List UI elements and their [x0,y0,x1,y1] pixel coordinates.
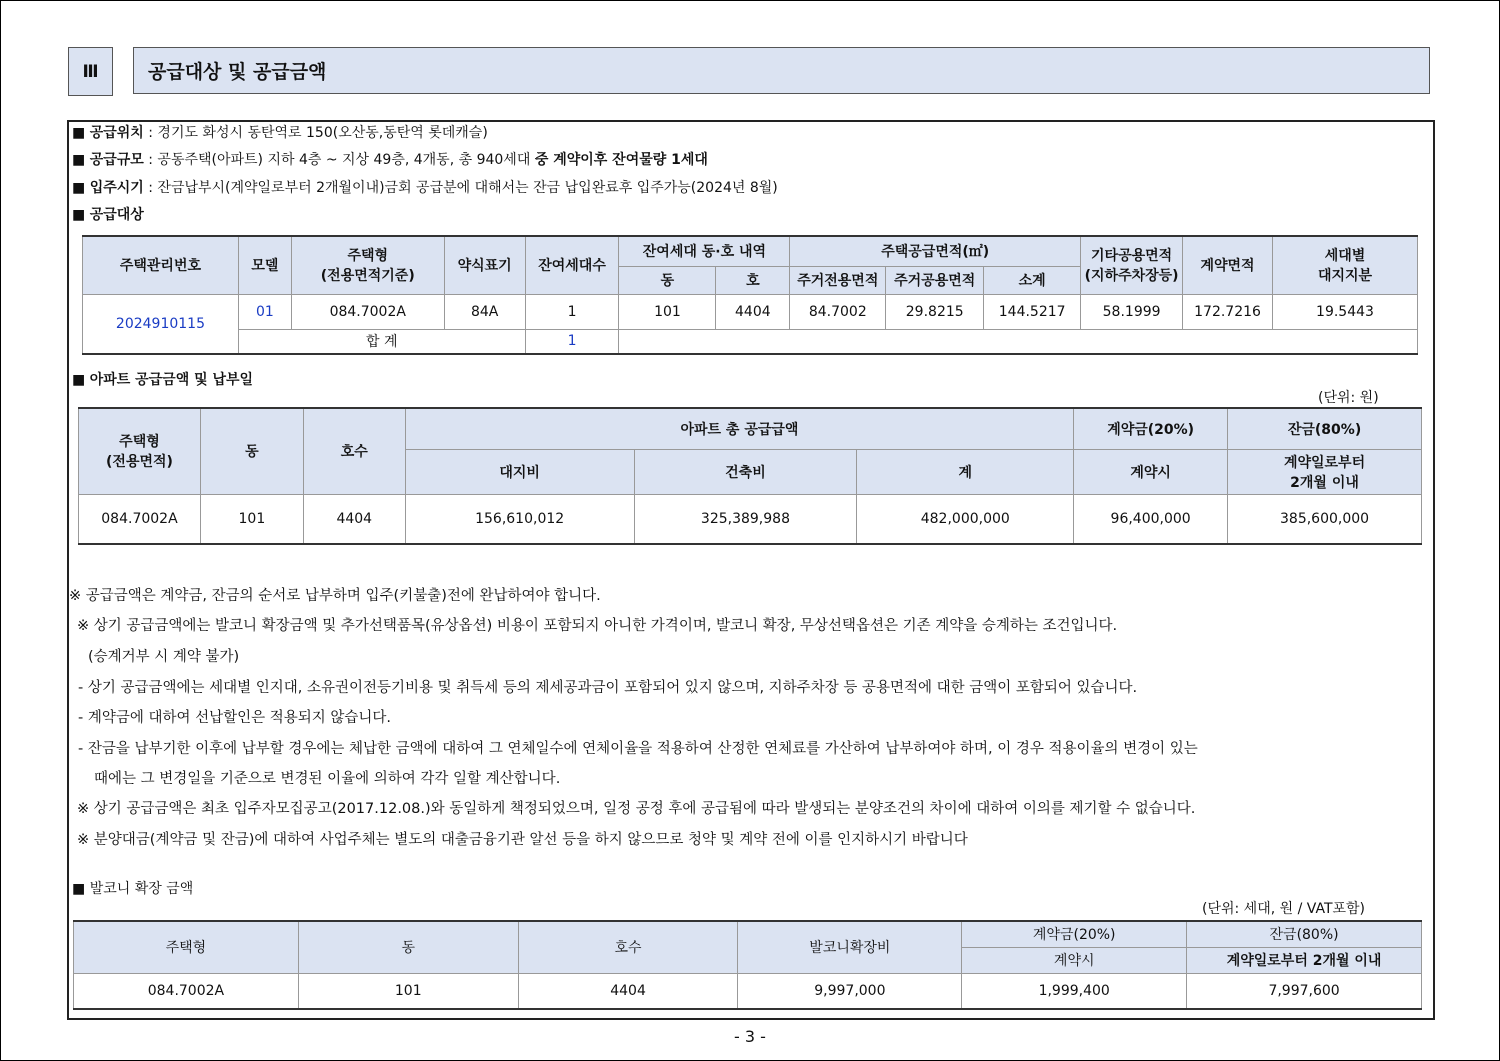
th-dong: 동 [200,408,303,494]
total-row [83,329,1418,354]
dong: 101 [619,294,716,329]
th-ho: 호수 [303,408,405,494]
balcony-unit: (단위: 세대, 원 / VAT포함) [1202,901,1365,917]
th-cost: 발코니확장비 [738,921,962,973]
balcony-title: ■ 발코니 확장 금액 [72,881,194,897]
th-balance-sub: 계약일로부터 2개월 이내 [1187,947,1422,973]
supply-table [82,235,1418,355]
contract-area: 172.7216 [1183,294,1273,329]
price-title: ■ 아파트 공급금액 및 납부일 [72,372,254,388]
mgmt-no: 2024910115 [83,294,239,354]
note-9: ※ 분양대금(계약금 및 잔금)에 대하여 사업주체는 별도의 대출금융기관 알선 등을 하지 않으므로 청약 및 계약 전에 이를 인지하시기 바랍니다 [77,832,968,848]
note-4: - 상기 공급금액에는 세대별 인지대, 소유권이전등기비용 및 취득세 등의 제세공과금이 포함되어 있지 않으며, 지하주차장 등 공용면적에 대한 금액이 포함되어 있습니다. [78,680,1138,696]
abbr: 84A [444,294,525,329]
balcony-table [73,920,1422,1010]
deposit: 1,999,400 [962,973,1187,1009]
th-type: 주택형 (전용면적) [79,408,201,494]
table-row [79,494,1422,544]
total-label: 합 계 [238,329,525,354]
type: 084.7002A [79,494,201,544]
land-cost: 156,610,012 [405,494,634,544]
other-common: 58.1999 [1081,294,1183,329]
table-row [83,294,1418,329]
th-area-common: 주거공용면적 [886,266,984,294]
ho: 4404 [303,494,405,544]
th-type: 주택형 [74,921,299,973]
note-6: - 잔금을 납부기한 이후에 납부할 경우에는 체납한 금액에 대하여 그 연체일수에 연체이율을 적용하여 산정한 연체료를 가산하여 납부하여야 하며, 이 경우 적용이율의 변경이 있는 [78,741,1198,757]
type: 084.7002A [291,294,444,329]
info-movein: ■ 입주시기 : 잔금납부시(계약일로부터 2개월이내)금회 공급분에 대해서는 잔금 납입완료후 입주가능(2024년 8월) [72,180,778,196]
dong: 101 [200,494,303,544]
land-share: 19.5443 [1273,294,1418,329]
th-balance: 잔금(80%) [1187,921,1422,947]
info-scale: ■ 공급규모 : 공동주택(아파트) 지하 4층 ~ 지상 49층, 4개동, 총 940세대 중 계약이후 잔여물량 1세대 [72,152,708,168]
area-exclusive: 84.7002 [790,294,886,329]
th-area: 주택공급면적(㎡) [790,236,1081,266]
note-7: 때에는 그 변경일을 기준으로 변경된 이율에 의하여 각각 일할 계산합니다. [94,771,561,787]
th-deposit-sub: 계약시 [962,947,1187,973]
total-value: 1 [525,329,619,354]
building-cost: 325,389,988 [634,494,857,544]
cost: 9,997,000 [738,973,962,1009]
th-model: 모델 [238,236,291,294]
model: 01 [238,294,291,329]
info-location: ■ 공급위치 : 경기도 화성시 동탄역로 150(오산동,동탄역 롯데캐슬) [72,125,488,141]
note-5: - 계약금에 대하여 선납할인은 적용되지 않습니다. [78,710,392,726]
area-subtotal: 144.5217 [984,294,1081,329]
note-8: ※ 상기 공급금액은 최초 입주자모집공고(2017.12.08.)와 동일하게 책정되었으며, 일정 공정 후에 공급됨에 따라 발생되는 분양조건의 차이에 대하여 이의를 제기할 수 없습니다. [77,801,1196,817]
th-contract-area: 계약면적 [1183,236,1273,294]
info-target: ■ 공급대상 [72,207,144,223]
th-deposit: 계약금(20%) [962,921,1187,947]
th-ho: 호수 [518,921,738,973]
th-area-subtotal: 소계 [984,266,1081,294]
ho: 4404 [518,973,738,1009]
th-ho: 호 [716,266,790,294]
total-empty [619,329,1418,354]
note-3: (승계거부 시 계약 불가) [88,649,240,665]
note-2: ※ 상기 공급금액에는 발코니 확장금액 및 추가선택품목(유상옵션) 비용이 포함되지 아니한 가격이며, 발코니 확장, 무상선택옵션은 기존 계약을 승계하는 조건입니다. [77,618,1118,634]
th-dong: 동 [619,266,716,294]
th-deposit: 계약금(20%) [1074,408,1228,449]
th-area-exclusive: 주거전용면적 [790,266,886,294]
dong: 101 [298,973,518,1009]
table-row [74,973,1422,1009]
th-mgmt-no: 주택관리번호 [83,236,239,294]
th-other-common: 기타공용면적 (지하주차장등) [1081,236,1183,294]
price-unit: (단위: 원) [1318,390,1379,406]
area-common: 29.8215 [886,294,984,329]
th-dong: 동 [298,921,518,973]
th-deposit-sub: 계약시 [1074,449,1228,494]
balance: 7,997,600 [1187,973,1422,1009]
th-land-share: 세대별 대지지분 [1273,236,1418,294]
section-number: Ⅲ [68,47,113,96]
th-type: 주택형 (전용면적기준) [291,236,444,294]
section-title: 공급대상 및 공급금액 [133,47,1430,94]
th-sum: 계 [857,449,1074,494]
remaining: 1 [525,294,619,329]
th-abbr: 약식표기 [444,236,525,294]
th-balance: 잔금(80%) [1228,408,1422,449]
note-1: ※ 공급금액은 계약금, 잔금의 순서로 납부하며 입주(키불출)전에 완납하여야 합니다. [69,588,601,604]
th-balance-sub: 계약일로부터 2개월 이내 [1228,449,1422,494]
deposit: 96,400,000 [1074,494,1228,544]
th-total: 아파트 총 공급급액 [405,408,1073,449]
th-remaining: 잔여세대수 [525,236,619,294]
ho: 4404 [716,294,790,329]
th-land: 대지비 [405,449,634,494]
th-dongho: 잔여세대 동·호 내역 [619,236,790,266]
balance: 385,600,000 [1228,494,1422,544]
sum: 482,000,000 [857,494,1074,544]
type: 084.7002A [74,973,299,1009]
th-building: 건축비 [634,449,857,494]
page-number: - 3 - [734,1027,766,1046]
price-table [78,407,1422,545]
